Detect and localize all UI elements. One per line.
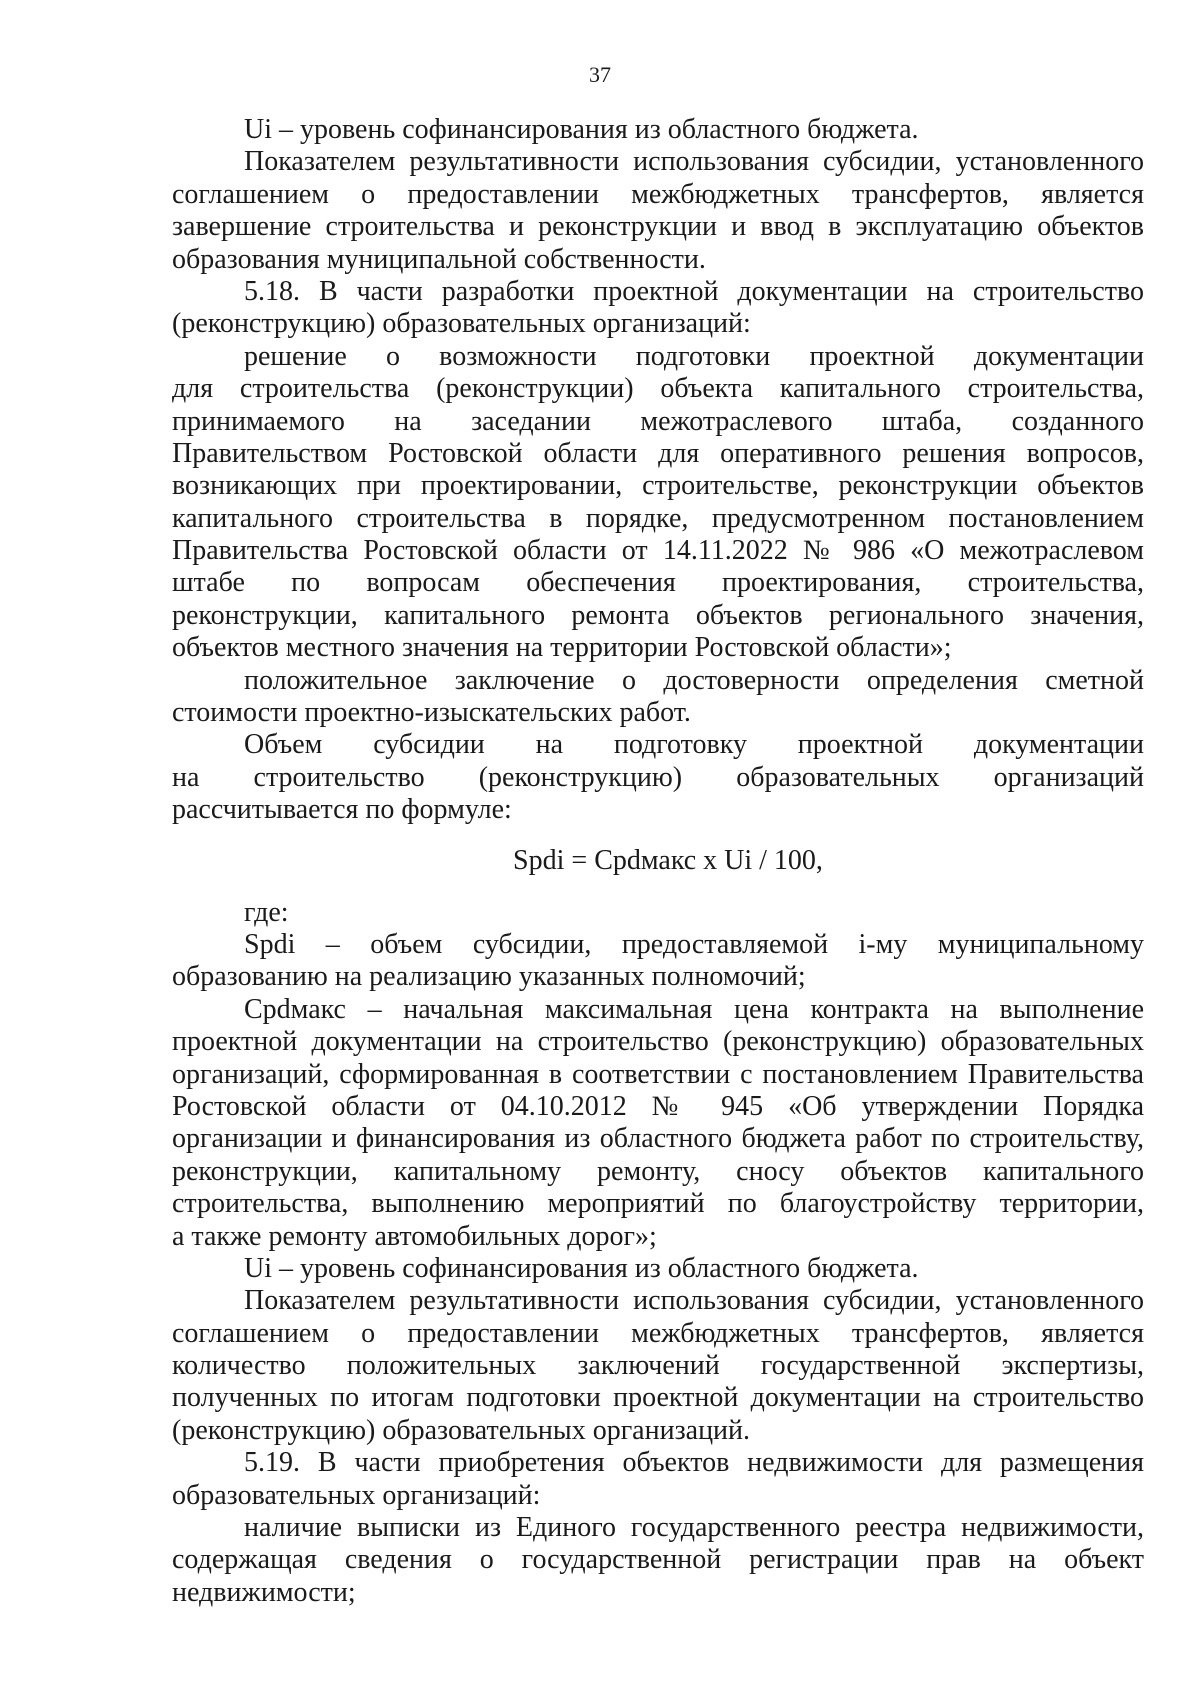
text-line: недвижимости;	[172, 1576, 356, 1608]
text-line: капитального строительства в порядке, предусмотренном постановлением	[172, 502, 1144, 534]
text-line: штабе по вопросам обеспечения проектирования, строительства,	[172, 567, 1144, 599]
text-line: Правительства Ростовской области от 14.11.2022 № 986 «О межотраслевом	[172, 535, 1144, 567]
text-line: а также ремонту автомобильных дорог»;	[172, 1220, 657, 1252]
text-line: завершение строительства и реконструкции и ввод в эксплуатацию объектов	[172, 211, 1144, 243]
text-line: (реконструкцию) образовательных организаций:	[172, 308, 751, 340]
text-line: реконструкции, капитальному ремонту, сносу объектов капитального	[172, 1155, 1144, 1187]
text-line: организаций, сформированная в соответствии с постановлением Правительства	[172, 1058, 1144, 1090]
text-line: строительства, выполнению мероприятий по благоустройству территории,	[172, 1188, 1144, 1220]
text-line: Показателем результативности использования субсидии, установленного	[244, 146, 1144, 178]
text-line: Ui – уровень софинансирования из областного бюджета.	[244, 114, 919, 145]
text-line: образованию на реализацию указанных полномочий;	[172, 961, 806, 993]
text-line: организации и финансирования из областного бюджета работ по строительству,	[172, 1123, 1144, 1155]
text-line: принимаемого на заседании межотраслевого штаба, созданного	[172, 405, 1144, 437]
text-line: наличие выписки из Единого государственного реестра недвижимости,	[244, 1512, 1144, 1544]
text-line: Ростовской области от 04.10.2012 № 945 «Об утверждении Порядка	[172, 1090, 1144, 1122]
text-line: образовательных организаций:	[172, 1479, 541, 1511]
text-line: 5.19. В части приобретения объектов недвижимости для размещения	[244, 1447, 1144, 1479]
text-line: образования муниципальной собственности.	[172, 243, 706, 275]
text-line: положительное заключение о достоверности определения сметной	[244, 664, 1144, 696]
text-line: для строительства (реконструкции) объекта капитального строительства,	[172, 373, 1144, 405]
text-line: 5.18. В части разработки проектной документации на строительство	[244, 275, 1144, 307]
text-line: где:	[244, 896, 289, 928]
text-line: Показателем результативности использования субсидии, установленного	[244, 1285, 1144, 1317]
text-line: объектов местного значения на территории Ростовской области»;	[172, 632, 952, 664]
text-line: Cpdмакс – начальная максимальная цена контракта на выполнение	[244, 993, 1144, 1025]
text-line: стоимости проектно-изыскательских работ.	[172, 697, 691, 729]
text-line: реконструкции, капитального ремонта объектов регионального значения,	[172, 599, 1144, 631]
text-line: количество положительных заключений государственной экспертизы,	[172, 1350, 1144, 1382]
text-line: рассчитывается по формуле:	[172, 794, 512, 826]
text-line: содержащая сведения о государственной регистрации прав на объект	[172, 1544, 1144, 1576]
text-line: Объем субсидии на подготовку проектной документации	[244, 729, 1144, 761]
text-line: (реконструкцию) образовательных организаций.	[172, 1414, 751, 1446]
formula: Spdi = Cpdмакс x Ui / 100,	[513, 844, 823, 876]
document-body	[172, 114, 1144, 1609]
text-line: на строительство (реконструкцию) образовательных организаций	[172, 761, 1144, 793]
text-line: Ui – уровень софинансирования из областного бюджета.	[244, 1252, 919, 1284]
text-line: соглашением о предоставлении межбюджетных трансфертов, является	[172, 178, 1144, 210]
text-line: проектной документации на строительство (реконструкцию) образовательных	[172, 1026, 1144, 1058]
page-number: 37	[589, 62, 611, 87]
text-line: Spdi – объем субсидии, предоставляемой i-му муниципальному	[244, 928, 1144, 960]
text-line: решение о возможности подготовки проектной документации	[244, 340, 1144, 372]
text-line: полученных по итогам подготовки проектной документации на строительство	[172, 1382, 1144, 1414]
text-line: возникающих при проектировании, строительстве, реконструкции объектов	[172, 470, 1144, 502]
text-line: Правительством Ростовской области для оперативного решения вопросов,	[172, 437, 1144, 469]
text-line: соглашением о предоставлении межбюджетных трансфертов, является	[172, 1317, 1144, 1349]
